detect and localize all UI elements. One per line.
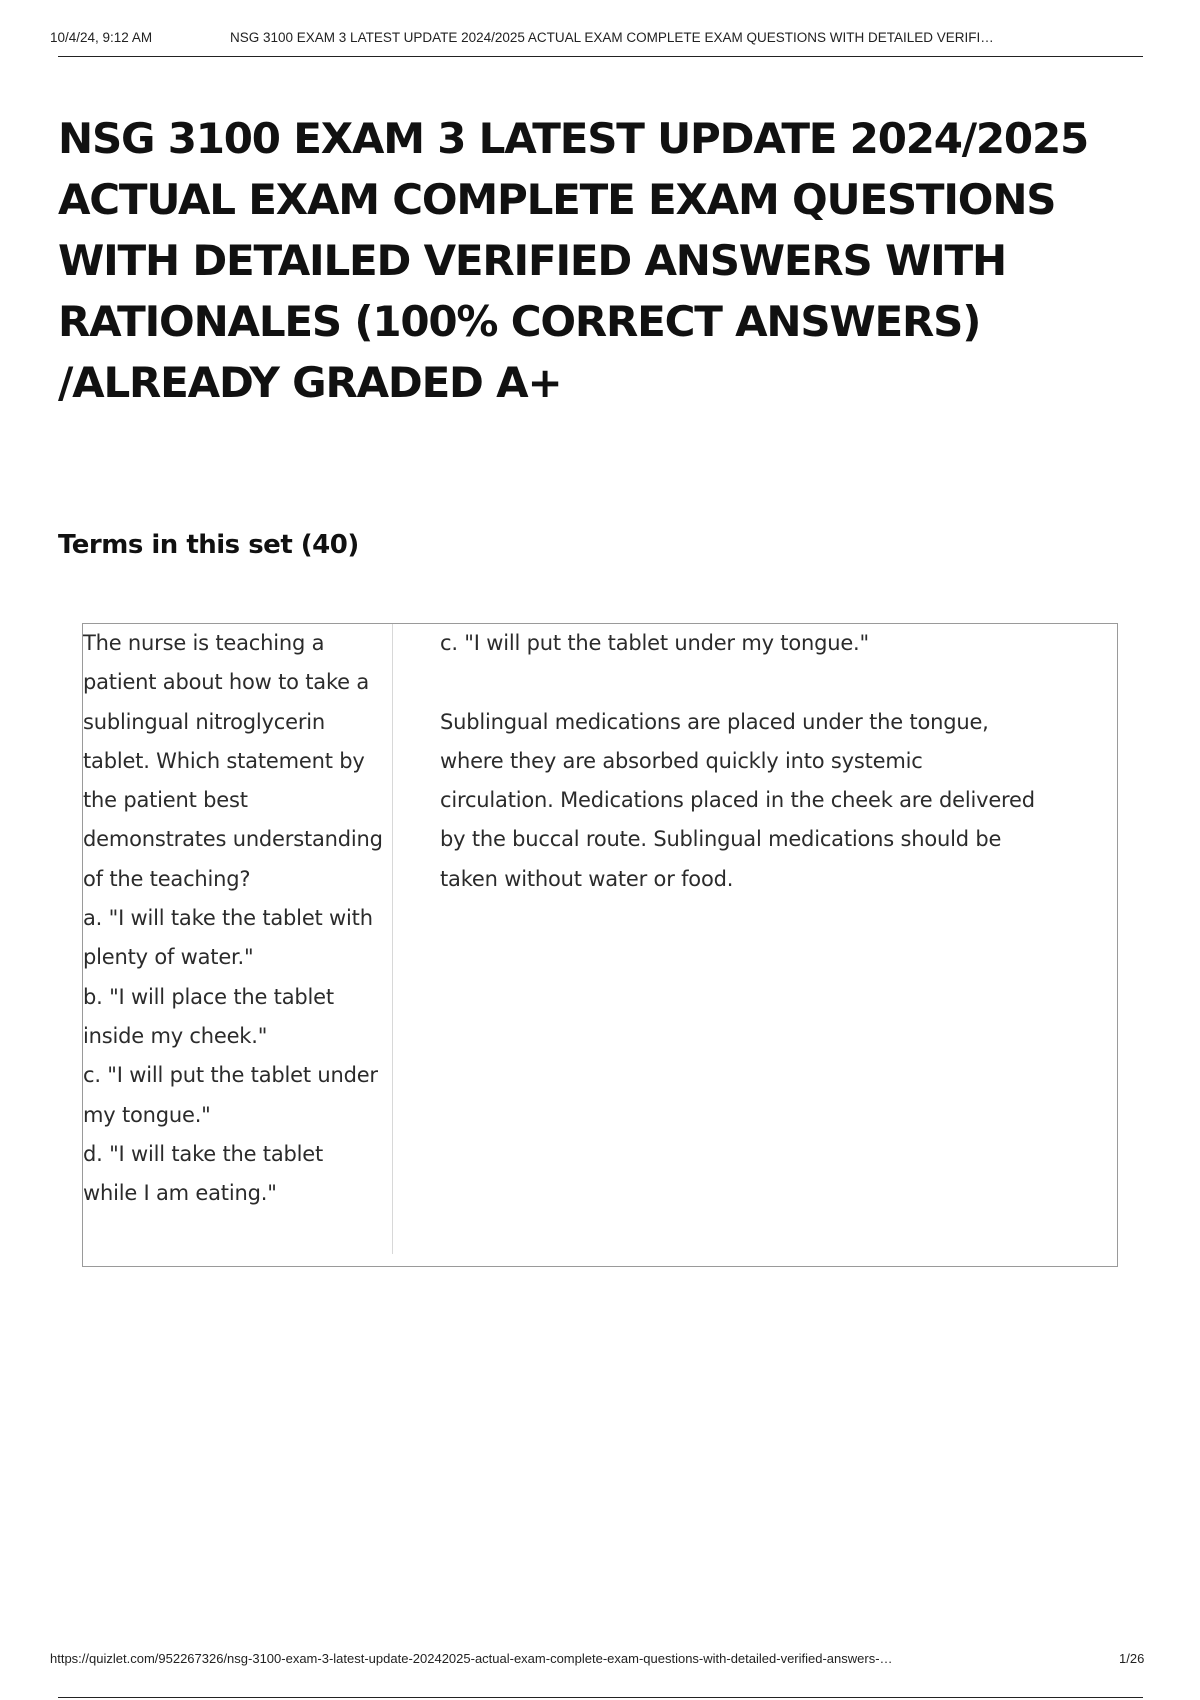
print-footer-url: https://quizlet.com/952267326/nsg-3100-exam-3-latest-update-20242025-actual-exam-complete-exam-questions-with-detailed-verified-answers-… [50,1651,893,1666]
document-title: NSG 3100 EXAM 3 LATEST UPDATE 2024/2025 ACTUAL EXAM COMPLETE EXAM QUESTIONS WITH DETAILED VERIFIED ANSWERS WITH RATIONALES (100% CORRECT ANSWERS) /ALREADY GRADED A+ [58,114,1089,407]
page-number: 1/26 [1119,1651,1145,1666]
print-header-title: NSG 3100 EXAM 3 LATEST UPDATE 2024/2025 ACTUAL EXAM COMPLETE EXAM QUESTIONS WITH DETAILED VERIFI… [230,30,994,45]
header-divider [58,56,1143,57]
flashcard-definition: c. "I will put the tablet under my tongue." Sublingual medications are placed under the tongue, where they are absorbed quickly into systemic circulation. Medications placed in the cheek are delivered by the buccal route. Sublingual medications should be taken without water or food. [440,631,1035,891]
flashcard [82,623,1118,1267]
flashcard-term: The nurse is teaching a patient about how to take a sublingual nitroglycerin tablet. Which statement by the patient best demonstrates understanding of the teaching? a. "I will take the tablet with plenty of water." b. "I will place the tablet inside my cheek." c. "I will put the tablet under my tongue." d. "I will take the tablet while I am eating." [83,631,383,1206]
flashcard-divider [392,624,393,1254]
footer-divider [58,1697,1143,1698]
terms-heading: Terms in this set (40) [58,530,359,560]
print-timestamp: 10/4/24, 9:12 AM [50,30,153,45]
